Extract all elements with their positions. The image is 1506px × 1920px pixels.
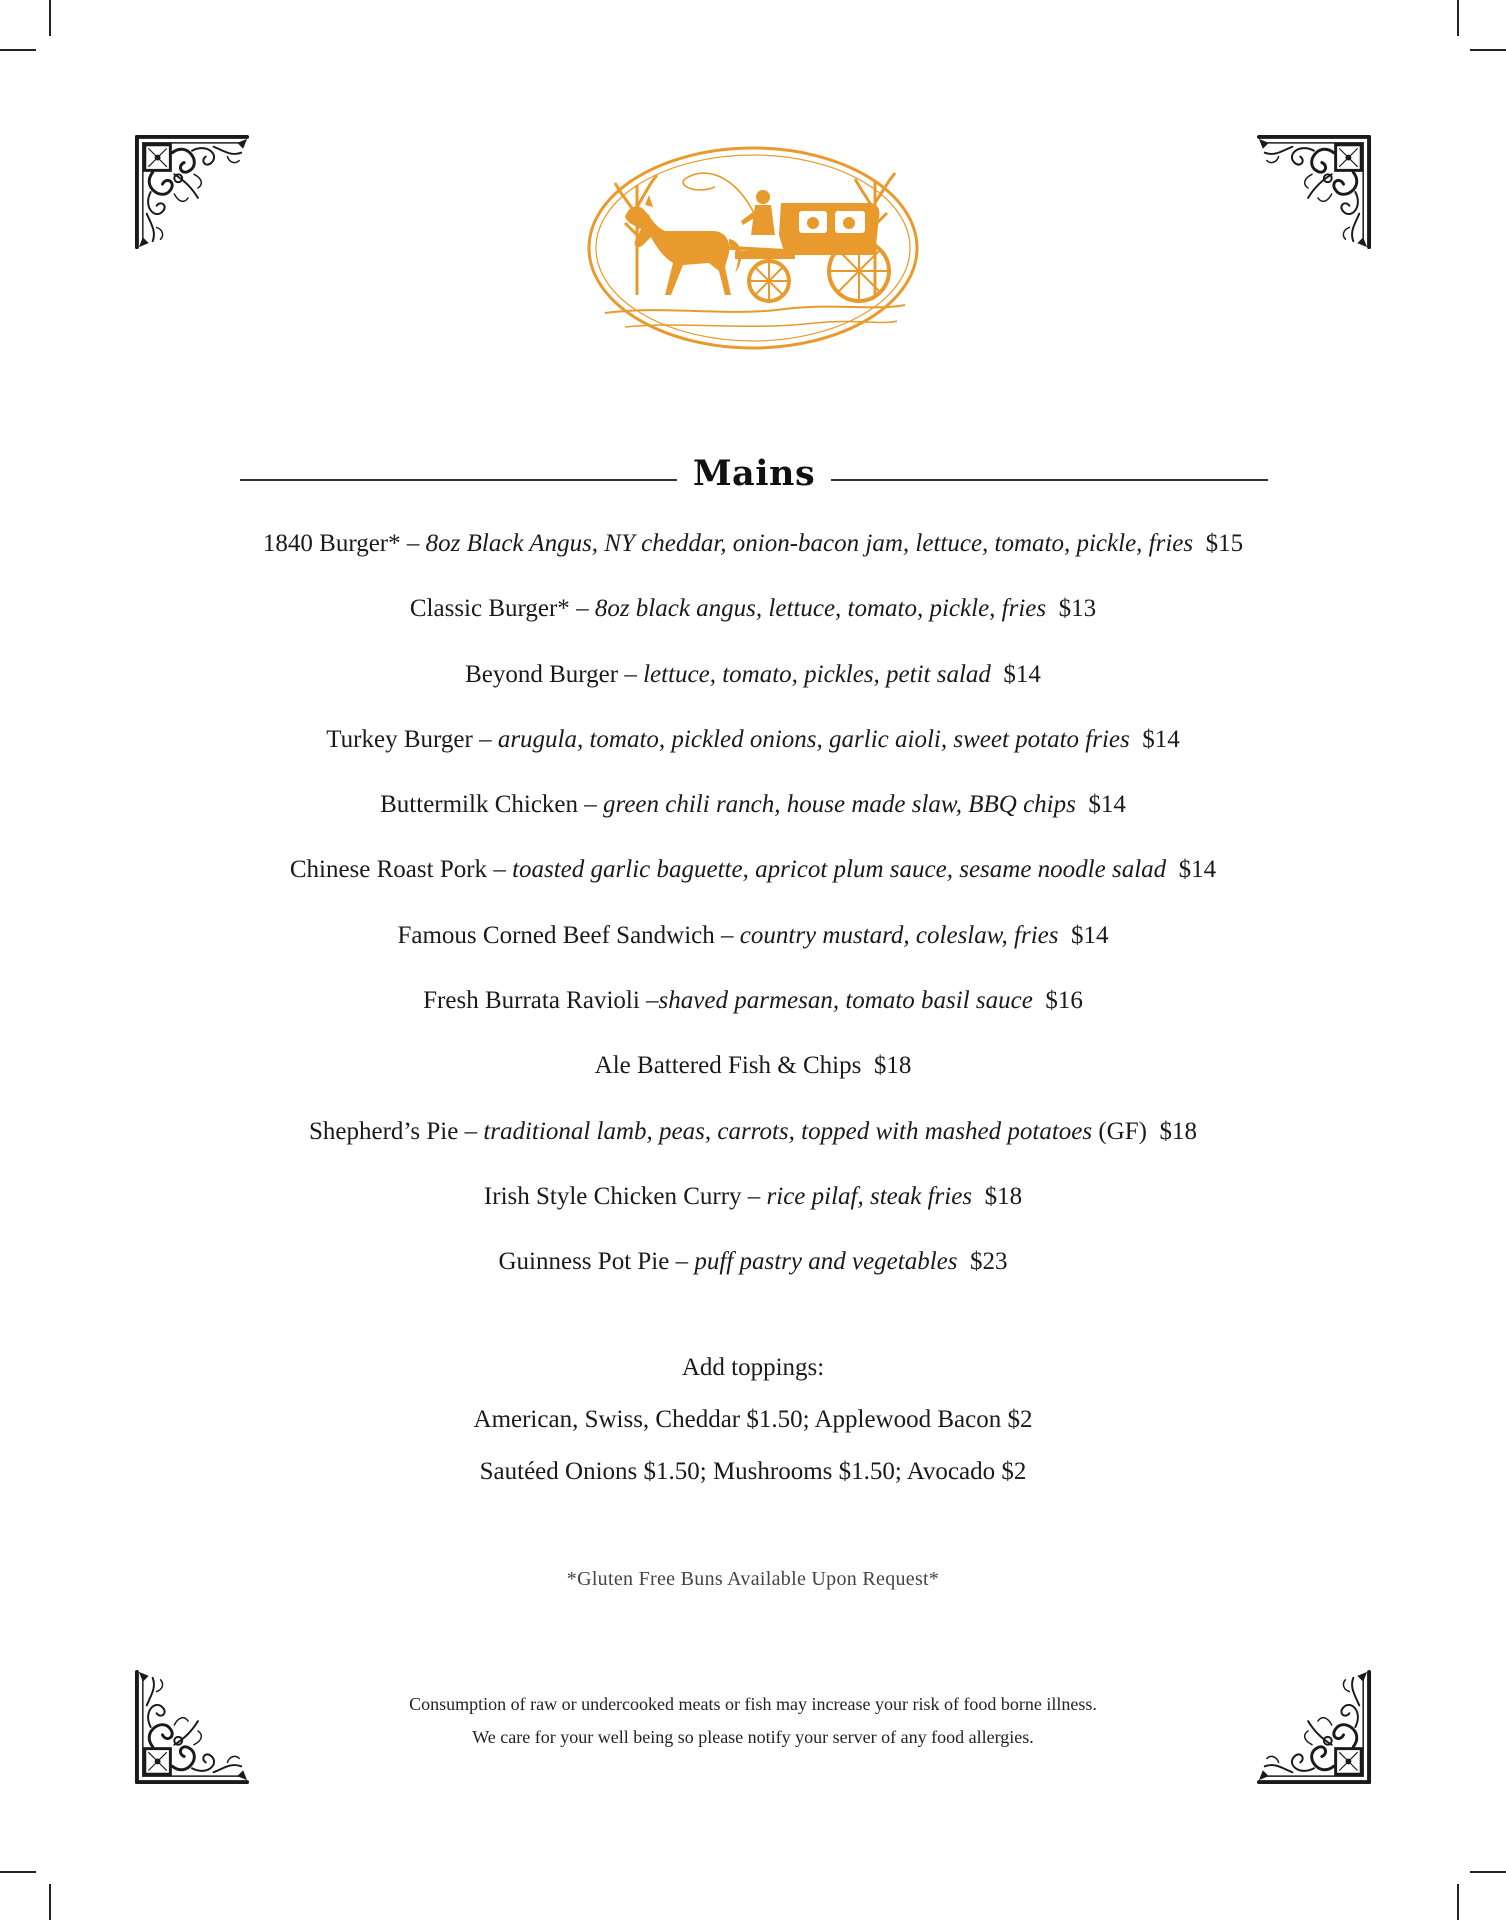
item-name: Irish Style Chicken Curry (483, 1182, 742, 1210)
item-price: $16 (1045, 987, 1083, 1015)
item-name: Beyond Burger (465, 660, 619, 688)
item-description: country mustard, coleslaw, fries (739, 921, 1059, 949)
item-separator: – (741, 1182, 767, 1210)
horse-carriage-logo-icon (585, 145, 921, 351)
menu-item (150, 587, 1356, 652)
item-price: $18 (873, 1052, 912, 1080)
item-price: $23 (970, 1248, 1008, 1276)
menu-item (150, 914, 1356, 979)
disclaimer-line: We care for your well being so please notify your server of any food allergies. (472, 1727, 1034, 1747)
header-rule-left (240, 479, 677, 481)
item-price: $14 (1088, 791, 1126, 819)
item-price: $13 (1058, 595, 1097, 623)
disclaimer-line: Consumption of raw or undercooked meats or fish may increase your risk of food borne illness. (409, 1694, 1097, 1714)
menu-item (150, 783, 1356, 848)
menu-item (150, 979, 1356, 1044)
item-description: puff pastry and vegetables (694, 1248, 958, 1276)
item-separator: – (400, 530, 426, 557)
ornamental-corner-icon (133, 133, 251, 251)
menu-item (150, 1175, 1356, 1240)
item-name: Ale Battered Fish & Chips (594, 1052, 862, 1080)
menu-item (150, 1110, 1356, 1175)
item-description: toasted garlic baguette, apricot plum sauce, sesame noodle salad (512, 856, 1167, 884)
toppings-line: Sautéed Onions $1.50; Mushrooms $1.50; Avocado $2 (479, 1458, 1027, 1485)
toppings-section (150, 1348, 1356, 1504)
item-name: Chinese Roast Pork (289, 856, 488, 884)
crop-mark (0, 1871, 36, 1873)
menu-item (150, 718, 1356, 783)
item-price: $18 (984, 1182, 1023, 1210)
item-price: $14 (1003, 660, 1041, 688)
item-description: 8oz black angus, lettuce, tomato, pickle, fries (594, 595, 1047, 623)
crop-mark (1470, 1871, 1506, 1873)
item-separator: – (714, 921, 740, 949)
menu-item (150, 522, 1356, 587)
item-separator: – (639, 987, 659, 1015)
item-name: Classic Burger* (409, 595, 570, 623)
menu-item (150, 1240, 1356, 1305)
item-name: Shepherd’s Pie (309, 1117, 459, 1145)
ornamental-corner-icon (1255, 133, 1373, 251)
gluten-free-note: *Gluten Free Buns Available Upon Request* (566, 1568, 940, 1590)
menu-item (150, 1044, 1356, 1109)
item-description: 8oz Black Angus, NY cheddar, onion-bacon jam, lettuce, tomato, pickle, fries (425, 530, 1194, 557)
item-name: Buttermilk Chicken (380, 791, 579, 819)
toppings-line: American, Swiss, Cheddar $1.50; Applewood Bacon $2 (473, 1406, 1033, 1433)
item-separator: – (569, 595, 595, 623)
item-name: Turkey Burger (326, 725, 473, 753)
item-price: $18 (1159, 1117, 1197, 1145)
crop-mark (49, 0, 51, 36)
toppings-heading: Add toppings: (681, 1354, 825, 1381)
item-name: Famous Corned Beef Sandwich (397, 921, 715, 949)
item-description: green chili ranch, house made slaw, BBQ chips (603, 791, 1076, 819)
crop-mark (49, 1884, 51, 1920)
item-price: $14 (1142, 725, 1180, 753)
crop-mark (0, 49, 36, 51)
item-name: 1840 Burger* (262, 530, 401, 557)
item-separator: – (458, 1117, 484, 1145)
item-separator: – (487, 856, 513, 884)
item-separator: – (618, 660, 644, 688)
food-safety-disclaimer (150, 1688, 1356, 1754)
item-description: lettuce, tomato, pickles, petit salad (643, 660, 991, 688)
menu-item (150, 653, 1356, 718)
section-title: Mains (692, 452, 816, 494)
item-separator: – (472, 725, 498, 753)
item-suffix: (GF) (1092, 1117, 1147, 1145)
item-separator: – (578, 791, 604, 819)
item-name: Fresh Burrata Ravioli (423, 987, 640, 1015)
item-separator: – (669, 1248, 695, 1276)
crop-mark (1470, 49, 1506, 51)
crop-mark (1457, 1884, 1459, 1920)
item-description: traditional lamb, peas, carrots, topped with mashed potatoes (483, 1117, 1093, 1145)
item-description: shaved parmesan, tomato basil sauce (658, 987, 1033, 1015)
menu-list (150, 522, 1356, 1306)
menu-item (150, 848, 1356, 913)
crop-mark (1457, 0, 1459, 36)
item-description: arugula, tomato, pickled onions, garlic aioli, sweet potato fries (497, 725, 1130, 753)
header-rule-right (831, 479, 1268, 481)
section-header (240, 447, 1268, 499)
item-name: Guinness Pot Pie (498, 1248, 670, 1276)
item-price: $14 (1071, 921, 1109, 949)
item-description: rice pilaf, steak fries (766, 1182, 973, 1210)
item-price: $15 (1205, 530, 1244, 557)
item-price: $14 (1178, 856, 1217, 884)
